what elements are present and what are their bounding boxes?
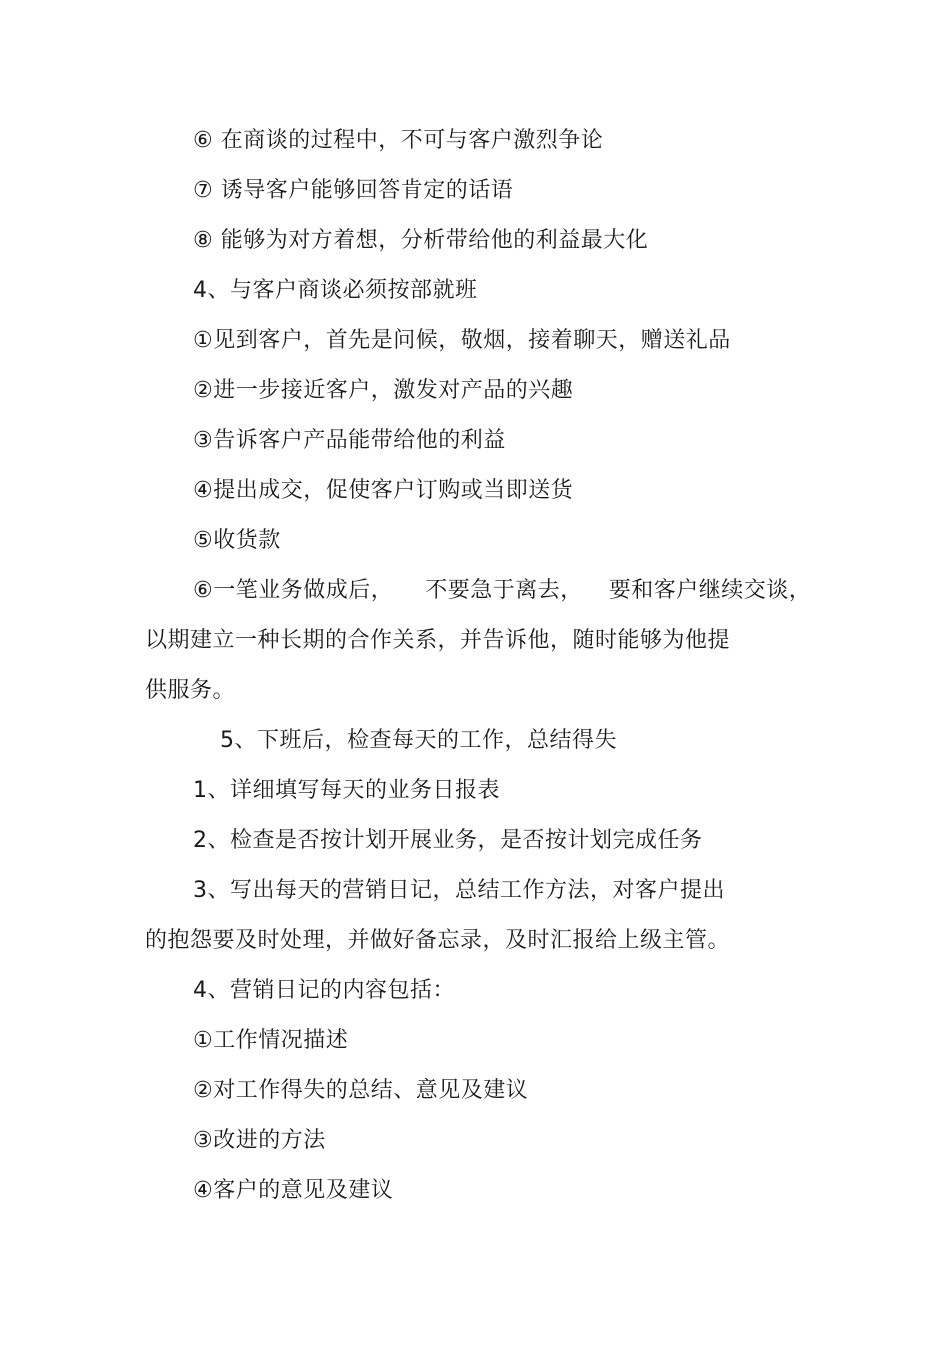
list-item-8-client-benefit: ⑧ 能够为对方着想，分析带给他的利益最大化 [193,228,649,253]
section-heading-4-step-by-step: 4、与客户商谈必须按部就班 [193,278,478,303]
list-item-7-positive-answers: ⑦ 诱导客户能够回答肯定的话语 [193,178,514,203]
step-1-greeting: ①见到客户，首先是问候，敬烟，接着聊天，赠送礼品 [193,328,731,353]
step-4-close-deal: ④提出成交，促使客户订购或当即送货 [193,478,574,503]
task-1-daily-report: 1、详细填写每天的业务日报表 [193,778,500,803]
list-item-6-no-argue: ⑥ 在商谈的过程中，不可与客户激烈争论 [193,128,604,153]
task-2-check-plan: 2、检查是否按计划开展业务，是否按计划完成任务 [193,828,703,853]
task-4-diary-contents: 4、营销日记的内容包括： [193,978,455,1003]
step-6-continuation-end: 供服务。 [145,678,236,703]
step-2-approach: ②进一步接近客户，激发对产品的兴趣 [193,378,574,403]
diary-item-4: ④客户的意见及建议 [193,1178,394,1203]
step-6-part-a: ⑥一笔业务做成后， [193,578,394,603]
step-6-part-b: 不要急于离去， [425,578,583,603]
step-5-collect-payment: ⑤收货款 [193,528,281,553]
step-6-part-c: 要和客户继续交谈， [608,578,812,603]
step-6-continuation: 以期建立一种长期的合作关系，并告诉他，随时能够为他提 [145,628,731,653]
diary-item-1: ①工作情况描述 [193,1028,349,1053]
diary-item-2: ②对工作得失的总结、意见及建议 [193,1078,529,1103]
section-heading-5-after-work: 5、下班后，检查每天的工作，总结得失 [220,728,617,753]
task-3-marketing-diary: 3、写出每天的营销日记，总结工作方法，对客户提出 [193,878,725,903]
step-3-benefits: ③告诉客户产品能带给他的利益 [193,428,506,453]
diary-item-3: ③改进的方法 [193,1128,326,1153]
step-6-follow-up [193,576,811,606]
task-3-continuation: 的抱怨要及时处理，并做好备忘录，及时汇报给上级主管。 [145,928,731,953]
